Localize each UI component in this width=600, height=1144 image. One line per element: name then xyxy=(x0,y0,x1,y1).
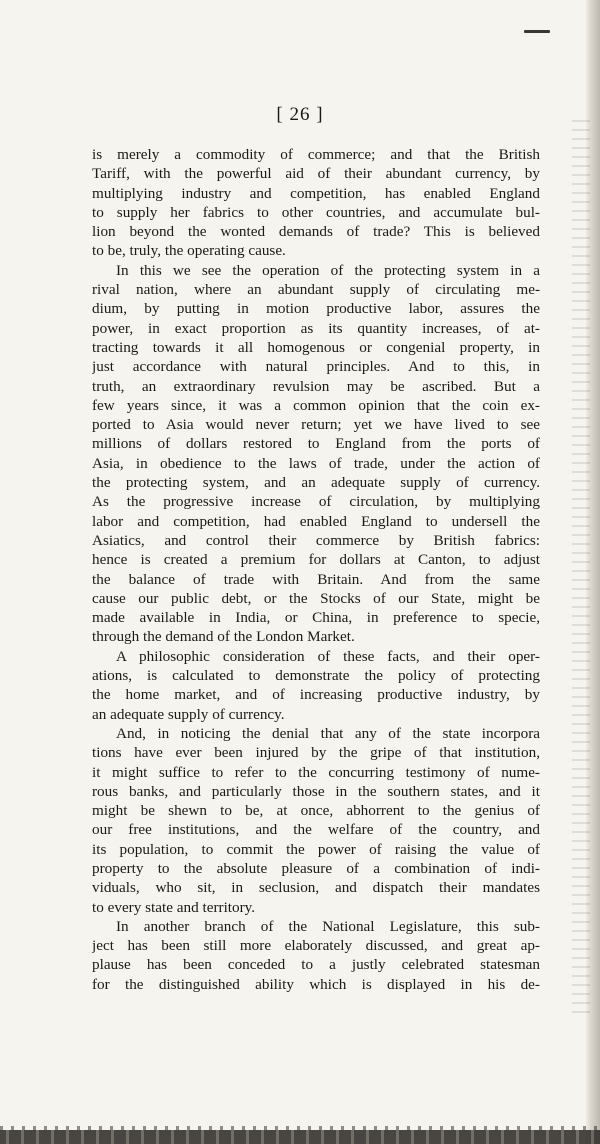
text-line: rous banks, and particularly those in the southern states, and it xyxy=(92,782,540,800)
text-line: to supply her fabrics to other countries, and accumulate bul- xyxy=(92,203,540,221)
text-line: an adequate supply of currency. xyxy=(92,705,285,723)
text-line: truth, an extraordinary revulsion may be ascribed. But a xyxy=(92,377,540,395)
ink-mark xyxy=(524,30,550,33)
text-line: the home market, and of increasing productive industry, by xyxy=(92,686,540,704)
text-line: plause has been conceded to a justly celebrated statesman xyxy=(92,956,540,974)
text-line: multiplying industry and competition, has enabled England xyxy=(92,184,540,202)
text-line: lion beyond the wonted demands of trade? This is believed xyxy=(92,223,540,241)
text-line: it might suffice to refer to the concurring testimony of nume- xyxy=(92,763,540,781)
text-line: made available in India, or China, in preference to specie, xyxy=(92,609,540,627)
text-line: Tariff, with the powerful aid of their abundant currency, by xyxy=(92,165,540,183)
text-line: And, in noticing the denial that any of the state incorpora xyxy=(116,724,540,742)
text-line: dium, by putting in motion productive labor, assures the xyxy=(92,300,540,318)
text-line: its population, to commit the power of raising the value of xyxy=(92,840,540,858)
text-line: ations, is calculated to demonstrate the policy of protecting xyxy=(92,667,540,685)
text-line: is merely a commodity of commerce; and that the British xyxy=(92,146,540,163)
text-line: tions have ever been injured by the gripe of that institution, xyxy=(92,744,540,762)
text-line: ported to Asia would never return; yet we have lived to see xyxy=(92,416,540,434)
text-line: tracting towards it all homogenous or congenial property, in xyxy=(92,338,540,356)
text-line: property to the absolute pleasure of a combination of indi- xyxy=(92,859,540,877)
text-line: As the progressive increase of circulation, by multiplying xyxy=(92,493,540,511)
text-line: to every state and territory. xyxy=(92,898,256,916)
text-line: cause our public debt, or the Stocks of our State, might be xyxy=(92,589,540,607)
text-line: labor and competition, had enabled England to undersell the xyxy=(92,512,540,530)
text-line: the balance of trade with Britain. And from the same xyxy=(92,570,540,588)
text-line: through the demand of the London Market. xyxy=(92,628,355,646)
text-line: viduals, who sit, in seclusion, and dispatch their mandates xyxy=(92,879,540,897)
text-line: Asia, in obedience to the laws of trade, under the action of xyxy=(92,454,540,472)
text-line: ject has been still more elaborately discussed, and great ap- xyxy=(92,937,540,955)
text-line: A philosophic consideration of these facts, and their oper- xyxy=(116,647,540,665)
text-line: to be, truly, the operating cause. xyxy=(92,242,286,260)
text-line: our free institutions, and the welfare of the country, and xyxy=(92,821,540,839)
page-number: [ 26 ] xyxy=(276,104,324,125)
text-line: In this we see the operation of the protecting system in a xyxy=(116,261,540,279)
page-edge-speckle xyxy=(572,120,590,1020)
text-line: the protecting system, and an adequate supply of currency. xyxy=(92,474,540,492)
text-line: Asiatics, and control their commerce by British fabrics: xyxy=(92,531,540,549)
text-line: In another branch of the National Legislature, this sub- xyxy=(116,917,540,935)
text-line: rival nation, where an abundant supply of circulating me- xyxy=(92,281,540,299)
body-text xyxy=(92,145,540,994)
page-bottom-edge xyxy=(0,1130,600,1144)
text-line: for the distinguished ability which is displayed in his de- xyxy=(92,975,540,993)
text-line: hence is created a premium for dollars at Canton, to adjust xyxy=(92,551,540,569)
text-line: might be shewn to be, at once, abhorrent to the genius of xyxy=(92,802,540,820)
text-line: just accordance with natural principles. And to this, in xyxy=(92,358,540,376)
text-line: millions of dollars restored to England from the ports of xyxy=(92,435,540,453)
text-line: few years since, it was a common opinion that the coin ex- xyxy=(92,396,540,414)
text-line: power, in exact proportion as its quantity increases, of at- xyxy=(92,319,540,337)
